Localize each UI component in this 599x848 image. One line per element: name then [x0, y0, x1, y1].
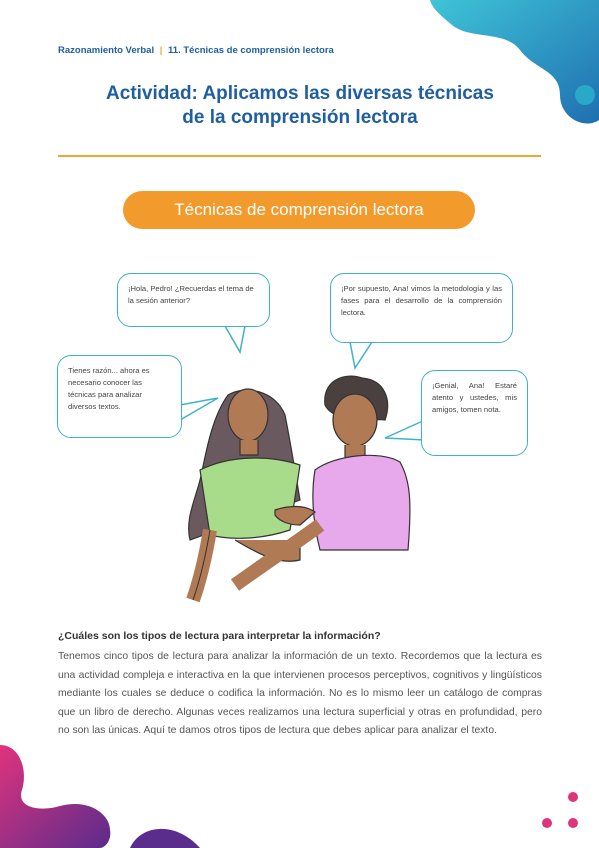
section-name: 11. Técnicas de comprensión lectora	[168, 45, 334, 56]
bubble-tail	[350, 342, 372, 368]
title-line-2: de la comprensión lectora	[182, 107, 418, 128]
course-header	[58, 45, 334, 56]
header-separator: |	[159, 45, 163, 56]
bottom-left-blob	[0, 745, 110, 848]
pink-dot	[568, 818, 578, 828]
speech-bubble-pedro-notes: ¡Genial, Ana! Estaré atento y ustedes, mis amigos, tomen nota.	[421, 370, 528, 456]
title-divider	[58, 155, 541, 157]
bottom-left-wave	[130, 829, 200, 848]
section-pill: Técnicas de comprensión lectora	[123, 191, 475, 229]
pink-dot	[568, 792, 578, 802]
bubble-tail	[180, 398, 218, 420]
speech-bubble-ana-greeting: ¡Hola, Pedro! ¿Recuerdas el tema de la sesión anterior?	[117, 273, 270, 327]
course-name: Razonamiento Verbal	[58, 45, 155, 56]
title-line-1: Actividad: Aplicamos las diversas técnicas	[106, 83, 494, 104]
body-paragraph: Tenemos cinco tipos de lectura para analizar la información de un texto. Recordemos que la lectura es una actividad compleja e interactiva en la que intervienen procesos perceptivos, cognitivos y lingüísticos mediante los cuales se deduce o codifica la información. No es lo mismo leer un catálogo de compras que un libro de derecho. Algunas veces realizamos una lectura superficial y otras en profundidad, pero no son las únicas. Aquí te damos otros tipos de lectura que debes aplicar para analizar el texto.	[58, 651, 542, 737]
speech-bubble-ana-techniques: Tienes razón... ahora es necesario conocer las técnicas para analizar diversos textos.	[57, 355, 182, 438]
bubble-tail	[385, 420, 425, 440]
section-question: ¿Cuáles son los tipos de lectura para interpretar la información?	[58, 630, 381, 642]
bubble-tail	[225, 326, 245, 352]
top-right-dot	[575, 85, 595, 105]
woman-illustration	[189, 389, 300, 600]
speech-bubble-pedro-reply: ¡Por supuesto, Ana! vimos la metodología y las fases para el desarrollo de la comprensión lectora.	[330, 273, 513, 343]
activity-title	[60, 82, 540, 130]
pink-dot	[542, 818, 552, 828]
